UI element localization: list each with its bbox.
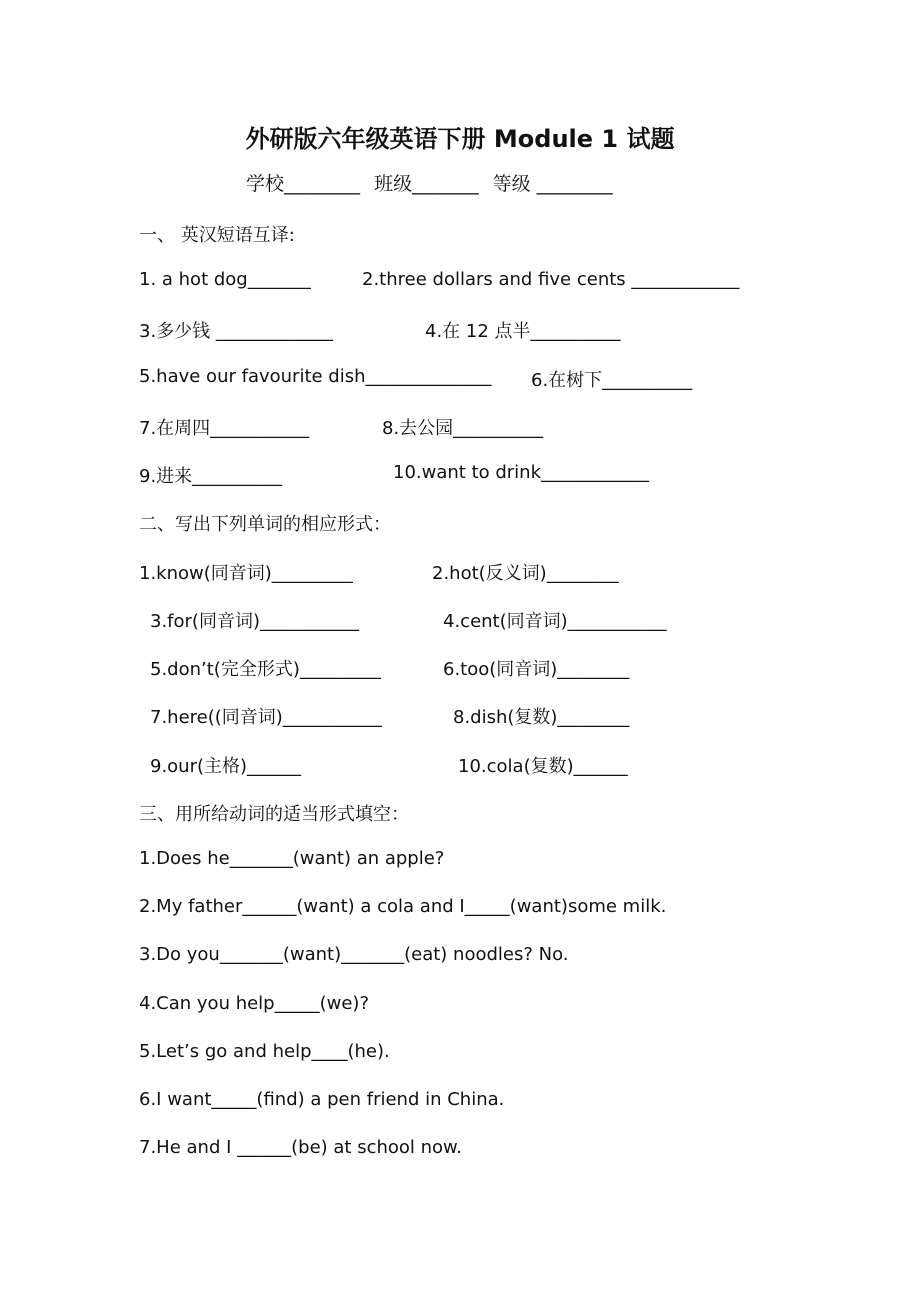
section2-item: 6.too(同音词)________ [443,659,630,680]
section2-item: 3.for(同音词)___________ [150,611,359,632]
student-info-row [246,169,621,196]
section3-item: 5.Let’s go and help____(he). [139,1041,390,1062]
section3-item: 6.I want_____(find) a pen friend in China. [139,1089,505,1110]
section2-item: 5.don’t(完全形式)_________ [150,659,381,680]
section3-item: 7.He and I ______(be) at school now. [139,1137,462,1158]
section1-item: 4.在 12 点半__________ [425,321,621,342]
school-field: 学校________ [246,173,361,195]
section2-item: 4.cent(同音词)___________ [443,611,667,632]
section2-heading: 二、写出下列单词的相应形式： [139,514,391,535]
class-field: 班级_______ [374,173,479,195]
section2-item: 10.cola(复数)______ [458,756,628,777]
section2-item: 8.dish(复数)________ [453,707,630,728]
section3-heading: 三、用所给动词的适当形式填空： [139,804,409,825]
grade-field: 等级 ________ [492,173,613,195]
section1-item: 2.three dollars and five cents ____________ [362,269,740,290]
section2-item: 7.here((同音词)___________ [150,707,382,728]
section1-item: 3.多少钱 _____________ [139,321,333,342]
section2-item: 2.hot(反义词)________ [432,563,619,584]
section3-item: 4.Can you help_____(we)? [139,993,370,1014]
section2-item: 9.our(主格)______ [150,756,302,777]
page-title: 外研版六年级英语下册 Module 1 试题 [245,125,675,153]
section1-item: 5.have our favourite dish______________ [139,366,492,387]
section3-item: 2.My father______(want) a cola and I_____(want)some milk. [139,896,667,917]
section1-heading: 一、 英汉短语互译: [139,225,295,246]
section1-item: 10.want to drink____________ [393,462,650,483]
section1-item: 9.进来__________ [139,466,283,487]
section3-item: 1.Does he_______(want) an apple? [139,848,445,869]
section1-item: 7.在周四___________ [139,418,310,439]
section2-item: 1.know(同音词)_________ [139,563,353,584]
section3-item: 3.Do you_______(want)_______(eat) noodles? No. [139,944,569,965]
section1-item: 1. a hot dog_______ [139,269,311,290]
section1-item: 6.在树下__________ [531,370,693,391]
section1-item: 8.去公园__________ [382,418,544,439]
